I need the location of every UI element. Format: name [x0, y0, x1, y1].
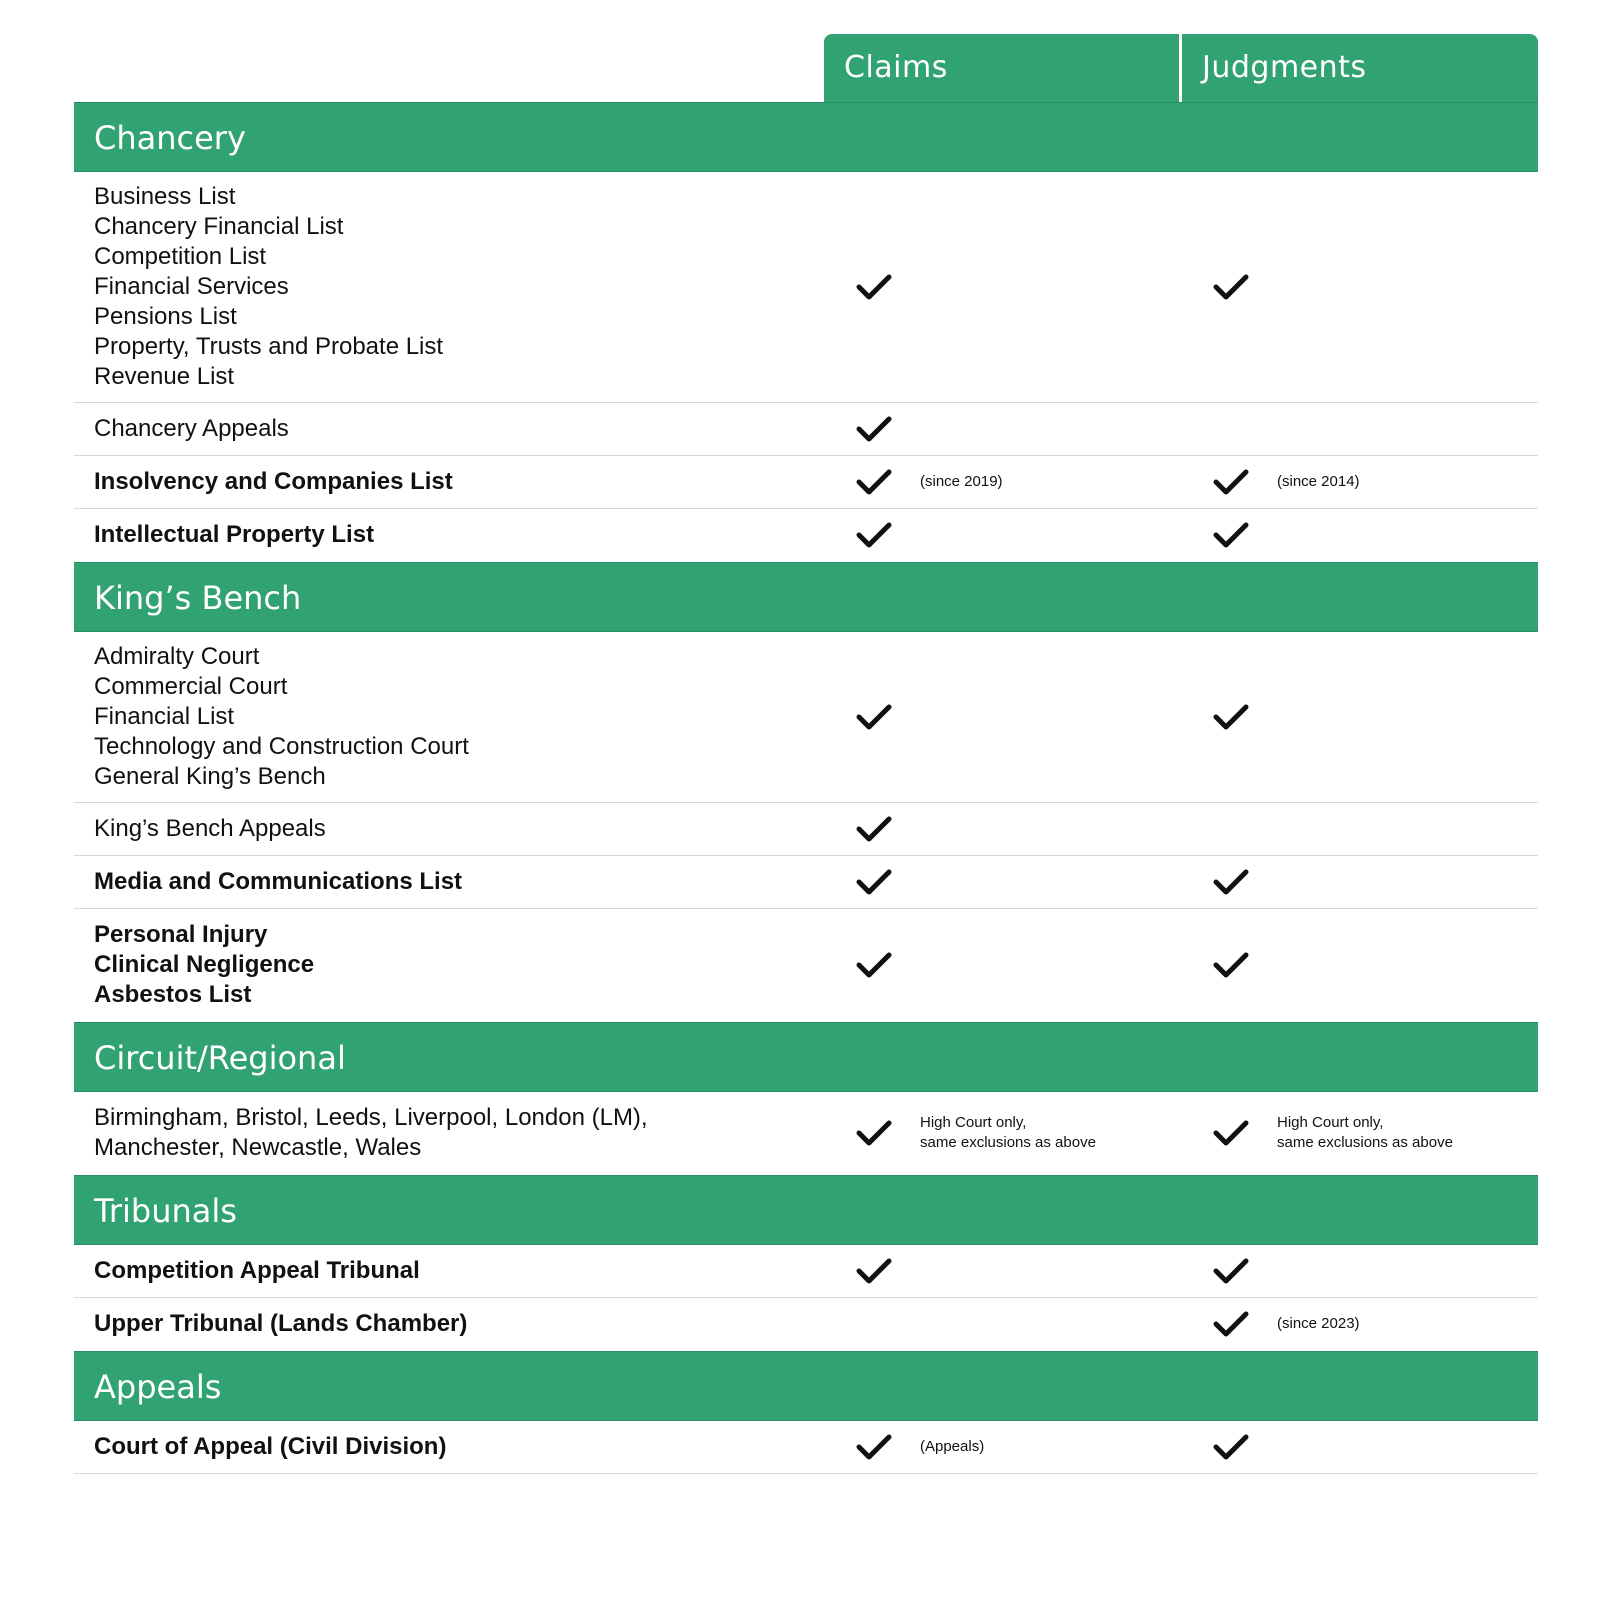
check-icon — [854, 414, 894, 444]
check-icon — [854, 702, 894, 732]
table-row — [74, 1245, 1538, 1298]
court-list-names — [94, 814, 326, 844]
coverage-table — [74, 102, 1538, 1474]
court-list-name: General King’s Bench — [94, 762, 326, 790]
check-icon — [854, 1118, 894, 1148]
court-list-name: Revenue List — [94, 362, 235, 390]
court-list-names — [94, 920, 314, 1010]
court-list-names — [94, 182, 443, 392]
court-list-names — [94, 520, 374, 550]
judgments-note: (since 2014) — [1277, 472, 1360, 490]
court-list-names — [94, 642, 469, 792]
table-row — [74, 856, 1538, 909]
court-list-names — [94, 1309, 467, 1339]
court-list-name: Commercial Court — [94, 672, 288, 700]
table-row — [74, 1092, 1538, 1175]
check-icon — [1211, 520, 1251, 550]
check-icon — [854, 1432, 894, 1462]
court-list-names — [94, 467, 453, 497]
table-row — [74, 509, 1538, 562]
check-icon — [854, 950, 894, 980]
court-list-name: Personal Injury — [94, 921, 268, 949]
court-list-name: Manchester, Newcastle, Wales — [94, 1134, 422, 1161]
check-icon — [1211, 1256, 1251, 1286]
court-list-names — [94, 1432, 446, 1462]
court-list-names — [94, 867, 462, 897]
check-icon — [854, 520, 894, 550]
table-row — [74, 803, 1538, 856]
court-list-name: Technology and Construction Court — [94, 732, 469, 760]
check-icon — [1211, 272, 1251, 302]
court-list-name: Competition Appeal Tribunal — [94, 1256, 420, 1284]
section-header: Tribunals — [74, 1175, 1538, 1245]
claims-note: High Court only, same exclusions as above — [920, 1114, 1096, 1151]
claims-note: (since 2019) — [920, 472, 1003, 490]
court-list-name: Competition List — [94, 242, 267, 270]
table-row — [74, 1421, 1538, 1474]
check-icon — [854, 814, 894, 844]
table-row — [74, 456, 1538, 509]
check-icon — [1211, 467, 1251, 497]
court-list-name: King’s Bench Appeals — [94, 815, 326, 842]
court-list-name: Property, Trusts and Probate List — [94, 332, 444, 360]
court-list-names — [94, 414, 289, 444]
check-icon — [1211, 1432, 1251, 1462]
court-list-names — [94, 1256, 420, 1286]
court-list-name: Admiralty Court — [94, 642, 260, 670]
check-icon — [854, 867, 894, 897]
check-icon — [854, 467, 894, 497]
court-list-name: Chancery Financial List — [94, 212, 344, 240]
court-list-name: Business List — [94, 182, 236, 210]
check-icon — [1211, 1118, 1251, 1148]
check-icon — [1211, 950, 1251, 980]
court-list-name: Pensions List — [94, 302, 237, 330]
court-list-name: Asbestos List — [94, 981, 252, 1009]
table-row — [74, 909, 1538, 1022]
court-list-name: Chancery Appeals — [94, 414, 289, 442]
court-list-name: Financial Services — [94, 272, 289, 300]
table-row — [74, 632, 1538, 804]
section-header: Circuit/Regional — [74, 1022, 1538, 1092]
court-list-name: Upper Tribunal (Lands Chamber) — [94, 1310, 468, 1337]
table-row — [74, 1298, 1538, 1351]
check-icon — [1211, 1309, 1251, 1339]
claims-note: (Appeals) — [920, 1437, 985, 1455]
section-header: Appeals — [74, 1351, 1538, 1421]
section-header: King’s Bench — [74, 562, 1538, 632]
check-icon — [854, 272, 894, 302]
court-list-names — [94, 1103, 648, 1163]
court-list-name: Clinical Negligence — [94, 951, 315, 979]
court-list-name: Financial List — [94, 702, 235, 730]
judgments-note: High Court only, same exclusions as above — [1277, 1114, 1453, 1151]
check-icon — [854, 1256, 894, 1286]
check-icon — [1211, 702, 1251, 732]
court-list-name: Court of Appeal (Civil Division) — [94, 1432, 447, 1460]
check-icon — [1211, 867, 1251, 897]
court-list-name: Insolvency and Companies List — [94, 467, 453, 495]
column-header-judgments: Judgments — [1182, 34, 1538, 102]
court-list-name: Intellectual Property List — [94, 521, 375, 548]
table-row — [74, 403, 1538, 456]
column-header-claims: Claims — [824, 34, 1179, 102]
court-list-name: Birmingham, Bristol, Leeds, Liverpool, London (LM), — [94, 1104, 648, 1131]
section-header: Chancery — [74, 102, 1538, 172]
court-list-name: Media and Communications List — [94, 868, 463, 895]
judgments-note: (since 2023) — [1277, 1315, 1360, 1332]
table-row — [74, 172, 1538, 403]
